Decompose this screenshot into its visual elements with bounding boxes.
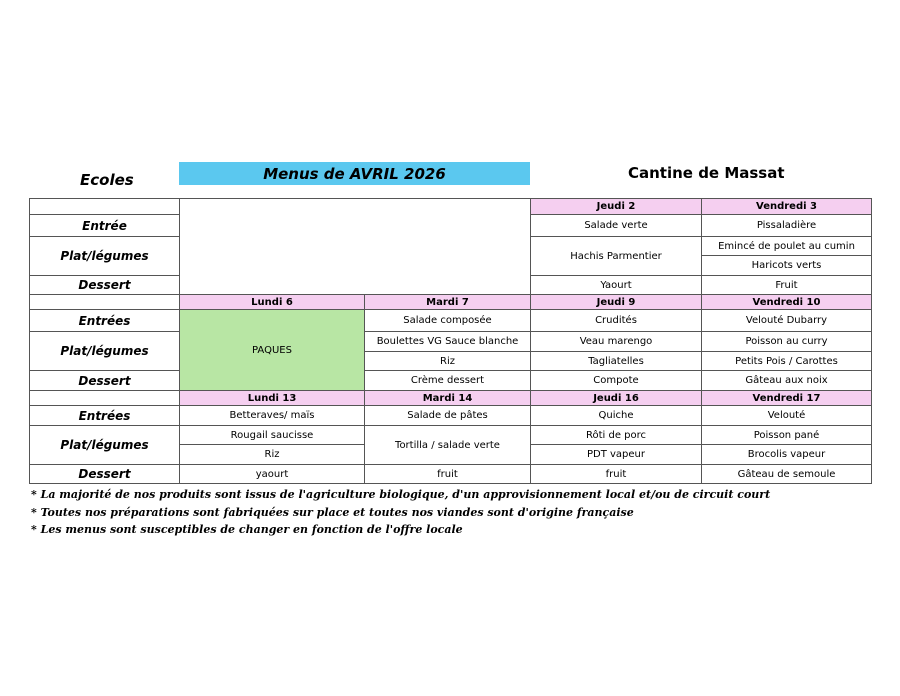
label-cell: [30, 295, 180, 310]
table-row: [30, 371, 872, 391]
footnotes: [31, 486, 770, 539]
footnote: * Toutes nos préparations sont fabriquées sur place et toutes nos viandes sont d'origine française: [31, 505, 634, 519]
day-header: Mardi 14: [365, 391, 531, 406]
menu-cell: Veau marengo: [531, 332, 702, 352]
table-row: [30, 391, 872, 406]
row-label-plat: Plat/légumes: [30, 237, 180, 276]
menu-cell: fruit: [365, 465, 531, 484]
table-row: [30, 465, 872, 484]
table-row: [30, 199, 872, 215]
menu-cell: Crudités: [531, 310, 702, 332]
canteen-name: Cantine de Massat: [628, 164, 785, 182]
menu-cell: Compote: [531, 371, 702, 391]
label-cell: [30, 199, 180, 215]
menu-cell: Crème dessert: [365, 371, 531, 391]
menu-cell: Boulettes VG Sauce blanche: [365, 332, 531, 352]
menu-cell: Velouté: [702, 406, 872, 426]
row-label-entrees: Entrées: [30, 310, 180, 332]
day-header: Lundi 6: [180, 295, 365, 310]
menu-cell: Rôti de porc: [531, 426, 702, 445]
label-cell: [30, 391, 180, 406]
menu-cell: Gâteau de semoule: [702, 465, 872, 484]
menu-cell: Tagliatelles: [531, 352, 702, 371]
menu-cell: Salade de pâtes: [365, 406, 531, 426]
menu-cell: Salade verte: [531, 215, 702, 237]
table-row: [30, 310, 872, 332]
day-header: Mardi 7: [365, 295, 531, 310]
menu-cell: Yaourt: [531, 276, 702, 295]
menu-cell: PDT vapeur: [531, 445, 702, 465]
menu-cell: Brocolis vapeur: [702, 445, 872, 465]
schools-label: Ecoles: [80, 171, 134, 189]
day-header: Jeudi 2: [531, 199, 702, 215]
menu-cell: Haricots verts: [702, 256, 872, 276]
menu-cell: Poisson pané: [702, 426, 872, 445]
row-label-dessert: Dessert: [30, 465, 180, 484]
menu-title: Menus de AVRIL 2026: [179, 162, 530, 185]
menu-cell: Salade composée: [365, 310, 531, 332]
menu-cell: Fruit: [702, 276, 872, 295]
menu-cell: Rougail saucisse: [180, 426, 365, 445]
table-row: [30, 406, 872, 426]
row-label-entree: Entrée: [30, 215, 180, 237]
row-label-plat: Plat/légumes: [30, 426, 180, 465]
menu-cell: yaourt: [180, 465, 365, 484]
day-header: Lundi 13: [180, 391, 365, 406]
menu-cell: Quiche: [531, 406, 702, 426]
menu-cell: Petits Pois / Carottes: [702, 352, 872, 371]
day-header: Vendredi 10: [702, 295, 872, 310]
row-label-dessert: Dessert: [30, 276, 180, 295]
menu-cell: Betteraves/ maïs: [180, 406, 365, 426]
menu-cell: Poisson au curry: [702, 332, 872, 352]
menu-cell: Emincé de poulet au cumin: [702, 237, 872, 256]
menu-cell: Gâteau aux noix: [702, 371, 872, 391]
menu-table: [29, 198, 872, 484]
table-row: [30, 295, 872, 310]
day-header: Vendredi 17: [702, 391, 872, 406]
day-header: Jeudi 16: [531, 391, 702, 406]
menu-cell: Hachis Parmentier: [531, 237, 702, 276]
table-row: [30, 426, 872, 445]
row-label-dessert: Dessert: [30, 371, 180, 391]
menu-cell: fruit: [531, 465, 702, 484]
table-row: [30, 332, 872, 352]
menu-cell: Velouté Dubarry: [702, 310, 872, 332]
menu-cell: Pissaladière: [702, 215, 872, 237]
menu-cell: Riz: [365, 352, 531, 371]
day-header: Vendredi 3: [702, 199, 872, 215]
footnote: * La majorité de nos produits sont issus de l'agriculture biologique, d'un approvisionnement local et/ou de circuit court: [31, 488, 771, 501]
menu-cell: Riz: [180, 445, 365, 465]
menu-cell: Tortilla / salade verte: [365, 426, 531, 465]
holiday-cell: PAQUES: [180, 310, 365, 391]
row-label-plat: Plat/légumes: [30, 332, 180, 371]
footnote: * Les menus sont susceptibles de changer en fonction de l'offre locale: [31, 523, 463, 536]
empty-area: [180, 199, 531, 295]
row-label-entrees: Entrées: [30, 406, 180, 426]
day-header: Jeudi 9: [531, 295, 702, 310]
